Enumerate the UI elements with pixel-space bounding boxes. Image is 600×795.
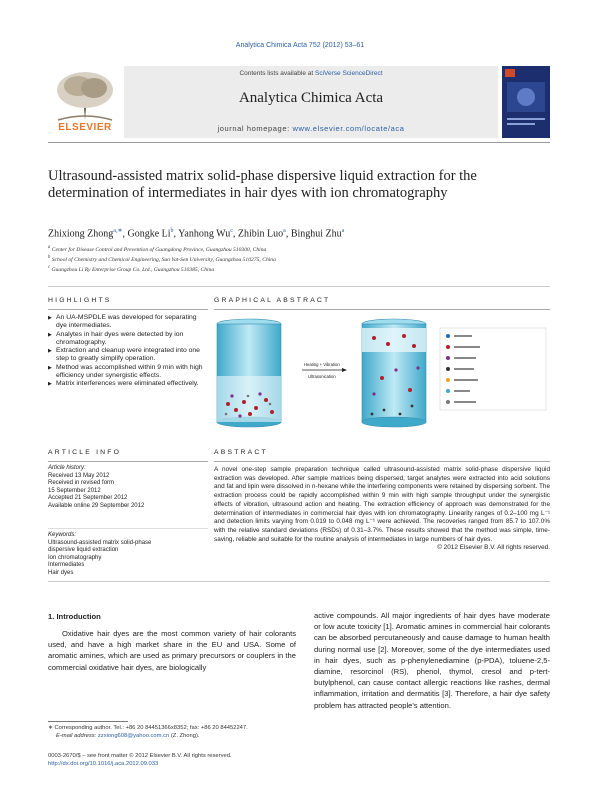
abstract-rule: [214, 461, 550, 462]
history-line: 15 September 2012: [48, 487, 101, 494]
introduction-heading: 1. Introduction: [48, 612, 101, 621]
author-sup: a: [341, 228, 345, 234]
journal-header-box: [124, 66, 498, 138]
affiliation: $^b$ School of Chemistry and Chemical Engineering, Sun Yat-Sen University, Guangzhou 510275, China: [48, 255, 276, 263]
keyword: Ultrasound-assisted matrix solid-phase: [48, 539, 152, 546]
homepage-label: journal homepage:: [217, 124, 290, 133]
intro-column-1: [48, 628, 296, 673]
journal-name: Analytica Chimica Acta: [238, 90, 384, 106]
author-sup: b: [170, 228, 174, 234]
author-name[interactable]: Yanhong Wu: [178, 228, 231, 240]
footnotes: [48, 724, 296, 740]
email-label: E-mail address:: [56, 733, 97, 739]
article-history: [48, 465, 208, 510]
affiliation: $^c$ Guangzhou Li Ry Enterprise Group Co. Ltd., Guangzhou 510385, China: [48, 265, 215, 273]
author-name[interactable]: Zhixiong Zhong: [48, 228, 114, 240]
keyword: dispersive liquid extraction: [48, 547, 119, 553]
highlight-item: ▶ Extraction and cleanup were integrated into one step to greatly simplify operation.: [48, 347, 208, 364]
front-matter-rule: [48, 581, 550, 582]
graphical-abstract-figure: [214, 318, 550, 430]
article-info-rule: [48, 461, 208, 462]
issn-line: 0003-2670/$ – see front matter © 2012 Elsevier B.V. All rights reserved.: [48, 753, 232, 759]
history-line: Received in revised form: [48, 480, 115, 486]
doi-link[interactable]: http://dx.doi.org/10.1016/j.aca.2012.09.033: [48, 761, 159, 767]
article-title: Ultrasound-assisted matrix solid-phase dispersive liquid extraction for the determination of intermediates in hair dyes with ion chromatography: [48, 168, 477, 201]
keyword: Hair dyes: [48, 569, 74, 576]
email-link[interactable]: zzxiong608@yahoo.com.cn: [97, 733, 170, 739]
author-sup: a,∗: [113, 228, 123, 234]
graphical-abstract-rule: [214, 309, 550, 310]
issn-block: [48, 752, 232, 768]
highlight-item: ▶ Matrix interferences were eliminated effectively.: [48, 380, 208, 388]
homepage-line: [124, 124, 498, 133]
sciencedirect-link[interactable]: SciVerse ScienceDirect: [314, 70, 383, 77]
footnote-rule: [48, 721, 128, 722]
abstract-text: A novel one-step sample preparation technique called ultrasound-assisted matrix solid-phase dispersive liquid extraction was developed. After sample matrices being dispersed, target analytes were extracted into acid solutions and fat and lipin were dissolved in n-hexane while the interfering components were retained by dispersing sorbent. The extraction process could be rapidly accomplished within 9 min with high sample throughput under the synergistic effects of vibration, ultrasound action and heating. The extraction efficiency of approach was demonstrated for the determination of intermediates in commercial hair dyes with ion chromatography. Linearity ranges of 0.2–100 mg L⁻¹ and detection limits varying from 0.019 to 0.048 mg L⁻¹ were achieved. The recoveries ranged from 85.7 to 107.0% with the relative standard deviations (RSDs) of 0.31–3.7%. These results showed that the method was simple, time-saving, reliable and suitable for the routine analysis of intermediates in large numbers of hair dyes.: [214, 466, 550, 543]
header-rule: [48, 142, 550, 143]
keyword: Intermediates: [48, 562, 85, 568]
history-line: Received 13 May 2012: [48, 472, 110, 479]
highlights-heading: HIGHLIGHTS: [48, 297, 112, 304]
highlights-list: [48, 314, 208, 389]
label-heating-vibration: Heating + Vibration: [304, 362, 340, 367]
keywords: [48, 532, 208, 577]
author-name[interactable]: Zhibin Luo: [237, 228, 284, 240]
history-label: Article history:: [48, 465, 86, 471]
elsevier-wordmark: ELSEVIER: [58, 122, 112, 133]
history-line: Accepted 21 September 2012: [48, 495, 128, 501]
author-sup: c: [230, 228, 233, 234]
intro-text-1: Oxidative hair dyes are the most common variety of hair colorants used, and have a high market share in the EU and USA. Some of aromatic amines, which are used as primary precursors or couplers in the commercial oxidative hair dyes, are biologically: [48, 629, 296, 672]
contents-line: [124, 70, 498, 77]
article-info-heading: ARTICLE INFO: [48, 449, 122, 456]
affiliation-rule: [48, 286, 550, 287]
homepage-link[interactable]: www.elsevier.com/locate/aca: [292, 124, 405, 133]
copyright: © 2012 Elsevier B.V. All rights reserved.: [437, 544, 550, 552]
author-list: Zhixiong Zhong$^{a,∗}$, Gongke Li$^b$, Yanhong Wu$^c$, Zhibin Luo$^a$, Binghui Zhu$^a$: [48, 228, 345, 240]
email-suffix: (Z. Zhong).: [170, 733, 200, 739]
highlight-item: ▶ An UA-MSPDLE was developed for separating dye intermediates.: [48, 314, 208, 331]
journal-cover-image: [502, 66, 550, 138]
label-ultrasonication: Ultrasonication: [308, 374, 336, 379]
intro-column-2: active compounds. All major ingredients of hair dyes have moderate or low acute toxicity [1]. Aromatic amines in commercial hair colorants can be absorbed percutaneously and cause damage to human health during normal use [2]. Moreover, some of the dye intermediates used in hair dyes, such as p-phenylenediamine (p-PDA), toluene-2,5-diamine, resorcinol (RS), phenol, thymol, cresol and p-tert-butylphenol, can cause contact allergic reactions like rashes, dermal inflammation, irritation and dermatitis [3]. Therefore, a hair dye safety problem has attracted people's attention.: [314, 611, 550, 710]
graphical-abstract-heading: GRAPHICAL ABSTRACT: [214, 297, 331, 304]
journal-citation[interactable]: Analytica Chimica Acta 752 (2012) 53–61: [235, 42, 365, 49]
abstract-heading: ABSTRACT: [214, 449, 268, 456]
abstract-body: [214, 466, 550, 553]
author-name[interactable]: Gongke Li: [127, 228, 171, 240]
author-name[interactable]: Binghui Zhu: [290, 228, 342, 240]
keyword: Ion chromatography: [48, 554, 102, 561]
highlights-rule: [48, 309, 208, 310]
keywords-label: Keywords:: [48, 532, 77, 538]
contents-prefix: Contents lists available at: [239, 70, 314, 77]
corresponding-author: ∗ Corresponding author. Tel.: +86 20 84451366x8352; fax: +86 20 84452247.: [48, 725, 248, 731]
highlight-item: ▶ Analytes in hair dyes were detected by ion chromatography.: [48, 331, 208, 348]
keywords-rule: [48, 528, 208, 529]
author-sup: a: [283, 228, 286, 234]
highlight-item: ▶ Method was accomplished within 9 min with high efficiency under synergistic effects.: [48, 364, 208, 381]
affiliation: $^a$ Center for Disease Control and Prevention of Guangdong Province, Guangzhou 510300, China: [48, 245, 267, 253]
history-line: Available online 29 September 2012: [48, 502, 145, 509]
